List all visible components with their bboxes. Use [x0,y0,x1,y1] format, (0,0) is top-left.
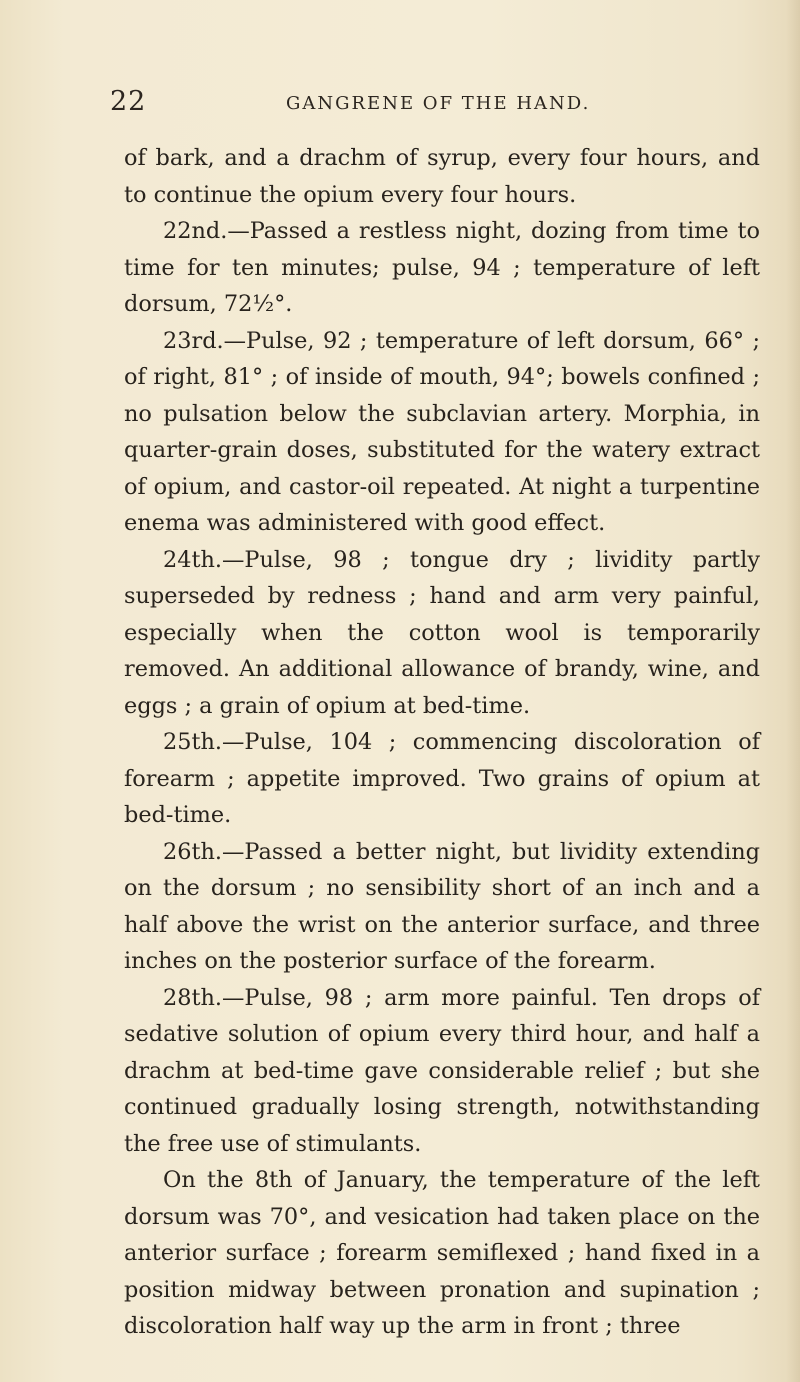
page-header [0,86,800,122]
paragraph-23rd: 23rd.—Pulse, 92 ; temperature of left dorsum, 66° ; of right, 81° ; of inside of mouth, 94°; bowels confined ; no pulsation below the subclavian artery. Morphia, in quarter-grain doses, substituted for the watery extract of opium, and castor-oil repeated. At night a turpentine enema was administered with good effect. [124,327,760,536]
paragraph-26th: 26th.—Passed a better night, but lividity extending on the dorsum ; no sensibility short of an inch and a half above the wrist on the anterior surface, and three inches on the posterior surface of the forearm. [124,838,760,974]
paragraph-24th: 24th.—Pulse, 98 ; tongue dry ; lividity partly superseded by redness ; hand and arm very painful, especially when the cotton wool is temporarily removed. An additional allowance of brandy, wine, and eggs ; a grain of opium at bed-time. [124,546,760,719]
paragraph-28th: 28th.—Pulse, 98 ; arm more painful. Ten drops of sedative solution of opium every third hour, and half a drachm at bed-time gave considerable relief ; but she continued gradually losing strength, notwithstanding the free use of stimulants. [124,984,760,1157]
body-text [124,140,760,1345]
paragraph-22nd: 22nd.—Passed a restless night, dozing from time to time for ten minutes; pulse, 94 ; temperature of left dorsum, 72½°. [124,218,760,317]
page-edge-shadow [786,0,800,1382]
page-number: 22 [110,86,147,117]
paragraph-8th-january: On the 8th of January, the temperature of the left dorsum was 70°, and vesication had taken place on the anterior surface ; forearm semiflexed ; hand fixed in a position midway between pronation and supination ; discoloration half way up the arm in front ; three [124,1167,760,1339]
paragraph-continuation: of bark, and a drachm of syrup, every four hours, and to continue the opium every four hours. [124,145,760,208]
paragraph-25th: 25th.—Pulse, 104 ; commencing discoloration of forearm ; appetite improved. Two grains of opium at bed-time. [124,729,760,828]
running-title: GANGRENE OF THE HAND. [286,93,591,114]
